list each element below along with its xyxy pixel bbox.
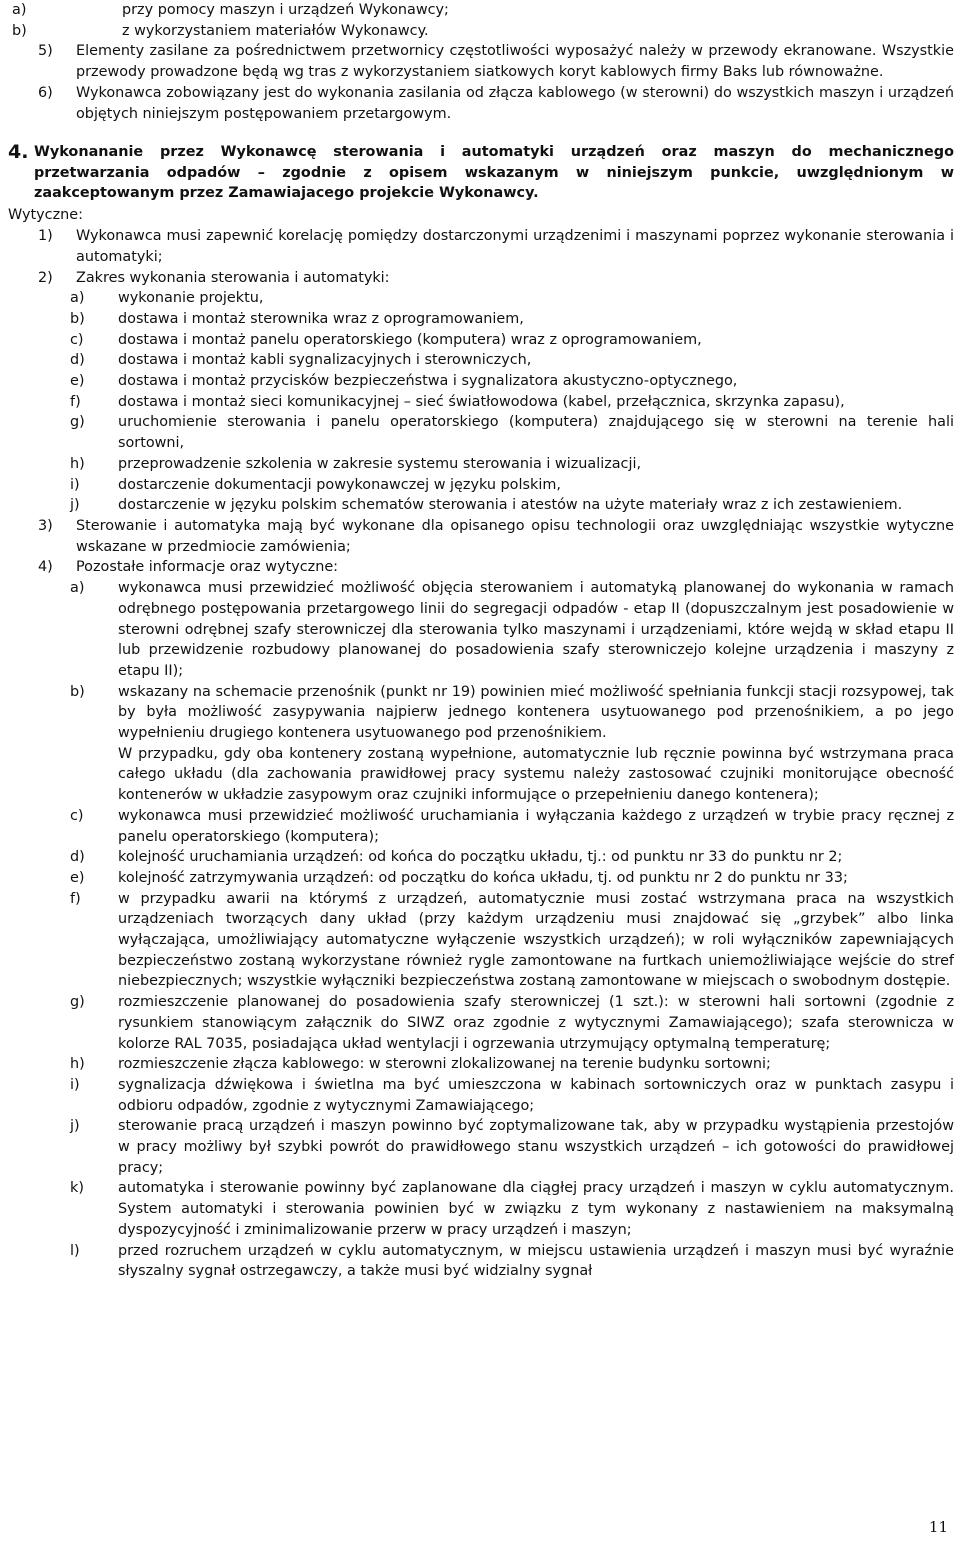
list-marker: b) <box>12 22 27 39</box>
list-marker: d) <box>70 352 85 369</box>
list-text: Pozostałe informacje oraz wytyczne: <box>76 559 339 576</box>
list-text: dostarczenie dokumentacji powykonawczej w języku polskim, <box>118 476 561 493</box>
sub-list-item <box>8 412 954 453</box>
sub-list-item <box>8 309 954 330</box>
list-marker: j) <box>70 1118 80 1135</box>
list-text: wykonawca musi przewidzieć możliwość uruchamiania i wyłączania każdego z urządzeń w trybie pracy ręcznej z panelu operatorskiego (komputera); <box>118 807 954 845</box>
list-text: wykonanie projektu, <box>118 290 264 307</box>
list-item <box>8 21 954 42</box>
sub-list-item <box>8 868 954 889</box>
guideline-4 <box>8 557 954 578</box>
list-item <box>8 0 954 21</box>
list-item-6 <box>8 83 954 124</box>
sub-list-item <box>8 1241 954 1282</box>
list-text: uruchomienie sterowania i panelu operatorskiego (komputera) znajdującego się w sterowni na terenie hali sortowni, <box>118 414 954 452</box>
list-text: dostawa i montaż sieci komunikacyjnej – sieć światłowodowa (kabel, przełącznica, skrzynka zapasu), <box>118 393 845 410</box>
list-item-5 <box>8 41 954 82</box>
list-marker: a) <box>70 580 85 597</box>
list-marker: 5) <box>38 43 53 60</box>
list-text: wykonawca musi przewidzieć możliwość objęcia sterowaniem i automatyką planowanej do wykonania w ramach odrębnego postępowania przetargowego linii do segregacji odpadów - etap II (dopuszczalnym jest posadowienie w sterowni odrębnej szafy sterowniczej dla sterowania tylko maszynami i urządzeniami, które wejdą w skład etapu II lub przewidzenie rozbudowy planowanej do posadowienia szafy sterowniczejo kolejne urządzenia i maszyny z etapu II); <box>118 580 954 679</box>
sub-list-item <box>8 992 954 1054</box>
list-marker: h) <box>70 1056 85 1073</box>
list-text: dostawa i montaż kabli sygnalizacyjnych i sterowniczych, <box>118 352 532 369</box>
list-text: Wykonawca musi zapewnić korelację pomiędzy dostarczonymi urządzenimi i maszynami poprzez wykonanie sterowania i automatyki; <box>76 228 954 265</box>
sub-list-item <box>8 392 954 413</box>
list-text: rozmieszczenie planowanej do posadowienia szafy sterowniczej (1 szt.): w sterowni hali sortowni (zgodnie z rysunkiem stanowiącym załącznik do SIWZ oraz zgodnie z wytycznymi Zamawiającego); szafa sterownicza w kolorze RAL 7035, posiadająca układ wentylacji i ogrzewania utrzymujący optymalną temperaturę; <box>118 994 954 1052</box>
sub-list-item <box>8 330 954 351</box>
list-text: Wykonawca zobowiązany jest do wykonania zasilania od złącza kablowego (w sterowni) do wszystkich maszyn i urządzeń objętych niniejszym postępowaniem przetargowym. <box>76 84 954 122</box>
sub-list-item <box>8 475 954 496</box>
list-text: przy pomocy maszyn i urządzeń Wykonawcy; <box>122 2 449 18</box>
document-page <box>8 0 954 1282</box>
list-marker: f) <box>70 890 81 907</box>
sub-list-item <box>8 682 954 744</box>
list-text: Elementy zasilane za pośrednictwem przetwornicy częstotliwości wyposażyć należy w przewody ekranowane. Wszystkie przewody prowadzone będą wg tras z wykorzystaniem siatkowych koryt kablowych firmy Baks lub równoważne. <box>76 43 954 81</box>
list-text: z wykorzystaniem materiałów Wykonawcy. <box>122 22 429 39</box>
list-marker: a) <box>70 290 85 307</box>
list-marker: g) <box>70 414 85 431</box>
section-number: 4. <box>8 141 29 164</box>
list-marker: a) <box>12 2 27 18</box>
sub-list-item <box>8 1075 954 1116</box>
sub-list-item <box>8 889 954 993</box>
list-text: dostarczenie w języku polskim schematów sterowania i atestów na użyte materiały wraz z ich zestawieniem. <box>118 497 903 514</box>
list-marker: l) <box>70 1242 80 1259</box>
list-marker: b) <box>70 310 85 327</box>
sub-list-item <box>8 847 954 868</box>
sub-list-item <box>8 1178 954 1240</box>
list-text: rozmieszczenie złącza kablowego: w sterowni zlokalizowanej na terenie budynku sortowni; <box>118 1056 771 1073</box>
guideline-2 <box>8 268 954 289</box>
list-marker: 2) <box>38 269 53 286</box>
list-text: przeprowadzenie szkolenia w zakresie systemu sterowania i wizualizacji, <box>118 455 642 472</box>
list-text: wskazany na schemacie przenośnik (punkt nr 19) powinien mieć możliwość spełniania funkcji stacji rozsypowej, tak by była możliwość zasypywania najpierw jednego kontenera usytuowanego pod przenośnikiem, a po jego wypełnieniu drugiego kontenera usytuowanego pod przenośnikiem. <box>118 683 954 742</box>
guidelines-label: Wytyczne: <box>8 207 83 224</box>
sub-list-item <box>8 371 954 392</box>
sub-list-item <box>8 495 954 516</box>
list-marker: d) <box>70 849 85 866</box>
sub-list-item <box>8 806 954 847</box>
list-text: przed rozruchem urządzeń w cyklu automatycznym, w miejscu ustawienia urządzeń i maszyn musi być wyraźnie słyszalny sygnał ostrzegawczy, a także musi być widzialny sygnał <box>118 1242 954 1280</box>
list-text: Zakres wykonania sterowania i automatyki: <box>76 269 390 286</box>
list-text: w przypadku awarii na którymś z urządzeń, automatycznie musi zostać wstrzymana praca na wszystkich urządzeniach tworzących dany układ (przy każdym urządzeniu musi znajdować się „grzybek” albo linka wyłączająca, umożliwiający automatyczne wyłączenie wszystkich urządzeń); w roli wyłączników zapewniających bezpieczeństwo zostaną wykorzystane również rygle zamontowane na furtkach uniemożliwiające wejście do stref niebezpiecznych; wszystkie wyłączniki bezpieczeństwa zostaną zamontowane w miejscach o swobodnym dostępie. <box>118 890 954 990</box>
sub-list-item <box>8 1116 954 1178</box>
page-number: 11 <box>928 1518 948 1536</box>
list-marker: c) <box>70 807 84 824</box>
list-text: dostawa i montaż przycisków bezpieczeństwa i sygnalizatora akustyczno-optycznego, <box>118 373 738 390</box>
list-marker: f) <box>70 393 81 410</box>
guideline-1 <box>8 226 954 267</box>
list-marker: g) <box>70 994 85 1011</box>
guideline-2-sublist <box>8 288 954 516</box>
list-marker: j) <box>70 497 80 514</box>
section-title: Wykonananie przez Wykonawcę sterowania i automatyki urządzeń oraz maszyn do mechanicznego przetwarzania odpadów – zgodnie z opisem wskazanym w niniejszym punkcie, uwzględnionym w zaakceptowanym przez Zamawiajacego projekcie Wykonawcy. <box>34 144 954 202</box>
list-marker: 3) <box>38 517 53 534</box>
sub-list-item <box>8 350 954 371</box>
list-text: Sterowanie i automatyka mają być wykonane dla opisanego opisu technologii oraz uwzględniając wszystkie wytyczne wskazane w przedmiocie zamówienia; <box>76 517 954 555</box>
list-marker: e) <box>70 869 85 886</box>
list-text: dostawa i montaż sterownika wraz z oprogramowaniem, <box>118 310 524 327</box>
list-marker: 1) <box>38 228 53 245</box>
guideline-3 <box>8 516 954 557</box>
list-marker: e) <box>70 373 85 390</box>
section-heading <box>8 142 954 203</box>
list-marker: k) <box>70 1180 84 1197</box>
list-marker: i) <box>70 1076 80 1093</box>
list-text: sygnalizacja dźwiękowa i świetlna ma być umieszczona w kabinach sortowniczych oraz w punktach zasypu i odbioru odpadów, zgodnie z wytycznymi Zamawiającego; <box>118 1076 954 1114</box>
list-marker: i) <box>70 476 80 493</box>
list-marker: c) <box>70 331 84 348</box>
list-text: dostawa i montaż panelu operatorskiego (komputera) wraz z oprogramowaniem, <box>118 331 702 348</box>
list-marker: b) <box>70 683 85 700</box>
list-marker: h) <box>70 455 85 472</box>
guideline-4-sublist <box>8 578 954 1282</box>
list-text: sterowanie pracą urządzeń i maszyn powinno być zoptymalizowane tak, aby w przypadku wystąpienia przestojów w pracy możliwy był szybki powrót do prawidłowego stanu wszystkich urządzeń – ich gotowości do prawidłowej pracy; <box>118 1118 954 1176</box>
list-text-continuation: W przypadku, gdy oba kontenery zostaną wypełnione, automatycznie lub ręcznie powinna być wstrzymana praca całego układu (dla zachowania prawidłowej pracy systemu należy zastosować czujniki monitorujące obecność kontenerów w układzie zasypowym oraz czujniki informujące o przepełnieniu danego kontenera); <box>118 745 954 804</box>
sub-list-item <box>8 578 954 682</box>
sub-list-item <box>8 288 954 309</box>
list-text: kolejność uruchamiania urządzeń: od końca do początku układu, tj.: od punktu nr 33 do punktu nr 2; <box>118 849 843 866</box>
sub-list-item <box>8 454 954 475</box>
sub-list-item <box>8 1054 954 1075</box>
list-text: kolejność zatrzymywania urządzeń: od początku do końca układu, tj. od punktu nr 2 do punktu nr 33; <box>118 869 848 886</box>
list-text: automatyka i sterowanie powinny być zaplanowane dla ciągłej pracy urządzeń i maszyn w cyklu automatycznym. System automatyki i sterowania powinien być w związku z tym wykonany z nastawieniem na maksymalną dyspozycyjność i zminimalizowanie przerw w pracy urządzeń i maszyn; <box>118 1180 954 1238</box>
list-marker: 6) <box>38 84 53 101</box>
list-marker: 4) <box>38 559 53 576</box>
